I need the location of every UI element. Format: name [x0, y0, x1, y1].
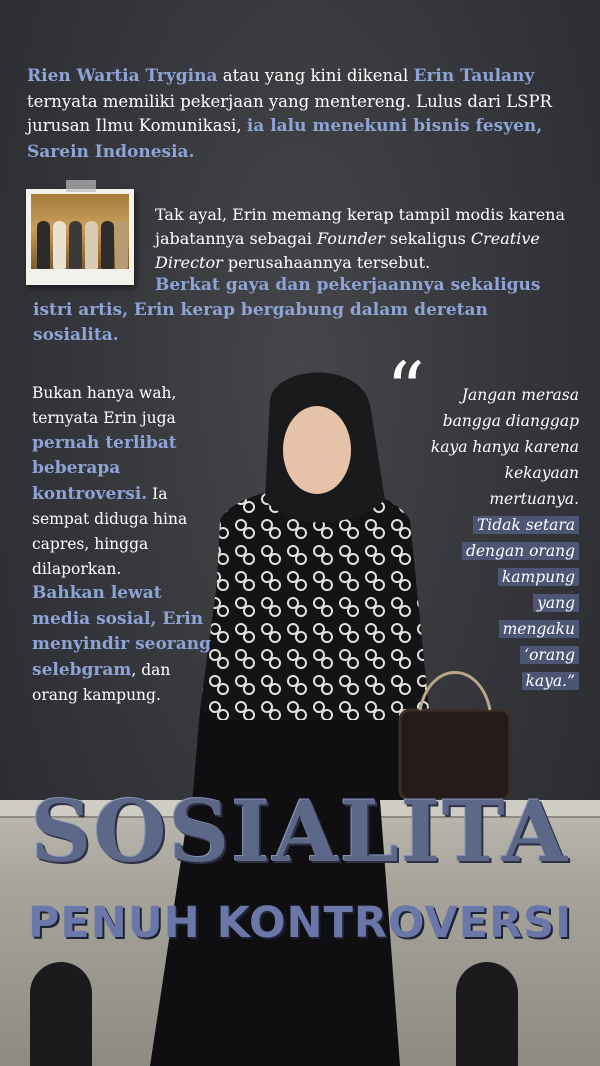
intro-text-1: atau yang kini dikenal — [217, 66, 414, 85]
tape-strip — [66, 180, 96, 192]
intro-highlight: ia lalu menekuni bisnis fesyen, Sarein Indonesia. — [27, 116, 543, 162]
controversy-column — [32, 381, 217, 708]
quote-highlight-line: kampung — [498, 568, 579, 586]
name-rien: Rien Wartia Trygina — [27, 66, 218, 86]
quote-highlight-line: ‘orang — [520, 646, 579, 664]
quote-highlight-line: mengaku — [499, 620, 579, 638]
left-highlight-2: Bahkan lewat media sosial, Erin menyindir seorang selebgram — [32, 583, 212, 680]
pull-quote — [385, 382, 579, 694]
name-erin: Erin Taulany — [413, 66, 535, 86]
quote-line: bangga dianggap — [442, 412, 579, 431]
founder-paragraph — [155, 203, 575, 275]
left-text-2: Ia sempat diduga hina capres, hingga dilaporkan. — [32, 484, 188, 578]
quote-mark-icon: “ — [386, 345, 425, 434]
p2-founder: Founder — [316, 229, 385, 248]
baluster-shadow — [456, 962, 518, 1066]
p2-text-2: sekaligus — [384, 229, 471, 248]
subtitle: PENUH KONTROVERSI — [27, 898, 573, 948]
p2-text-3: perusahaannya tersebut. — [222, 253, 431, 272]
left-text-1: Bukan hanya wah, ternyata Erin juga — [32, 384, 177, 427]
intro-paragraph — [27, 64, 575, 165]
p2-creative: Creative Director — [155, 229, 540, 272]
quote-line: kekayaan — [504, 464, 579, 483]
group-photo — [31, 194, 129, 269]
quote-highlight-line: yang — [533, 594, 579, 612]
left-text-3: , dan orang kampung. — [32, 660, 171, 705]
main-title: SOSIALITA — [30, 782, 570, 881]
quote-line: kaya hanya karena — [430, 438, 579, 457]
quote-line: mertuanya. — [489, 490, 579, 509]
p2-text-1: Tak ayal, Erin memang kerap tampil modis karena jabatannya sebagai — [155, 205, 566, 248]
group-photo-polaroid — [26, 189, 134, 285]
sosialita-highlight: Berkat gaya dan pekerjaannya sekaligus istri artis, Erin kerap bergabung dalam deretan sosialita. — [33, 275, 541, 346]
baluster-shadow — [30, 962, 92, 1066]
left-highlight-1: pernah terlibat beberapa kontroversi. — [32, 432, 177, 504]
quote-highlight-line: dengan orang — [462, 542, 579, 560]
quote-highlight-line: Tidak setara — [473, 516, 579, 534]
intro-text-2: ternyata memiliki pekerjaan yang mentereng. Lulus dari LSPR jurusan Ilmu Komunikasi, — [27, 91, 552, 136]
quote-highlight-line: kaya.” — [522, 672, 579, 690]
face — [283, 406, 351, 494]
quote-line: Jangan merasa — [461, 386, 579, 404]
